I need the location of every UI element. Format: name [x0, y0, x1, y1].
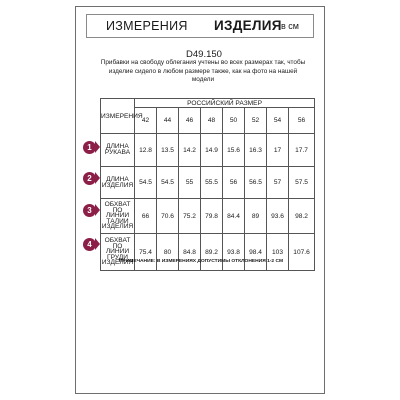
- measurements-table: [100, 98, 315, 271]
- product-code: D49.150: [186, 49, 222, 60]
- table-row: [101, 134, 315, 167]
- table-cell: 55: [179, 167, 201, 199]
- size-chart-sheet: [75, 6, 325, 394]
- table-cell: 55.5: [201, 167, 223, 199]
- table-cell: 103: [267, 234, 289, 271]
- table-cell: 66: [135, 199, 157, 234]
- table-cell: 79.8: [201, 199, 223, 234]
- row-number-badge-1: 1: [83, 141, 96, 154]
- table-cell: 17.7: [289, 134, 315, 167]
- table-cell: 107.6: [289, 234, 315, 271]
- table-cell: 12.8: [135, 134, 157, 167]
- table-cell: 57.5: [289, 167, 315, 199]
- row-number-badge-4: 4: [83, 238, 96, 251]
- size-header: 50: [223, 108, 245, 134]
- table-cell: 84.8: [179, 234, 201, 271]
- table-cell: 98.4: [245, 234, 267, 271]
- table-cell: 14.9: [201, 134, 223, 167]
- size-header: 42: [135, 108, 157, 134]
- table-row: [101, 199, 315, 234]
- table-cell: 17: [267, 134, 289, 167]
- table-cell: 15.6: [223, 134, 245, 167]
- table-cell: 89.2: [201, 234, 223, 271]
- size-header: 46: [179, 108, 201, 134]
- header-title: ИЗМЕРЕНИЯ: [106, 19, 188, 33]
- table-cell: 98.2: [289, 199, 315, 234]
- table-cell: 16.3: [245, 134, 267, 167]
- table-row: [101, 234, 315, 271]
- size-header: 54: [267, 108, 289, 134]
- table-cell: 54.5: [157, 167, 179, 199]
- size-header: 44: [157, 108, 179, 134]
- row-label: ОБХВАТ ПО ЛИНИИ ТАЛИИ ИЗДЕЛИЯ: [101, 199, 135, 234]
- size-header: 56: [289, 108, 315, 134]
- row-number-badge-2: 2: [83, 172, 96, 185]
- table-cell: 75.2: [179, 199, 201, 234]
- table-cell: 75.4: [135, 234, 157, 271]
- size-system-label: РОССИЙСКИЙ РАЗМЕР: [135, 99, 315, 108]
- table-cell: 93.6: [267, 199, 289, 234]
- size-header: 52: [245, 108, 267, 134]
- table-cell: 56: [223, 167, 245, 199]
- table-cell: 14.2: [179, 134, 201, 167]
- row-number-badge-3: 3: [83, 204, 96, 217]
- header-box: [86, 14, 314, 38]
- table-cell: 84.4: [223, 199, 245, 234]
- size-header: 48: [201, 108, 223, 134]
- header-title-bold: ИЗДЕЛИЯ: [214, 18, 282, 33]
- row-label: ДЛИНА РУКАВА: [101, 134, 135, 167]
- table-cell: 56.5: [245, 167, 267, 199]
- table-cell: 70.6: [157, 199, 179, 234]
- table-row: [101, 167, 315, 199]
- table-cell: 89: [245, 199, 267, 234]
- table-cell: 54.5: [135, 167, 157, 199]
- table-cell: 93.8: [223, 234, 245, 271]
- table-corner-label: ИЗМЕРЕНИЯ: [101, 99, 135, 134]
- table-cell: 57: [267, 167, 289, 199]
- footnote: ПРИМЕЧАНИЕ: В ИЗМЕРЕНИЯХ ДОПУСТИМЫ ОТКЛОНЕНИЯ 1-2 СМ: [118, 259, 284, 264]
- row-label: ОБХВАТ ПО ЛИНИИ ГРУДИ ИЗДЕЛИЯ: [101, 234, 135, 271]
- fit-note: Прибавки на свободу облегания учтены во всех размерах так, чтобы изделие сидело в любом размере также, как на фото на нашей модели: [100, 59, 306, 84]
- table-cell: 13.5: [157, 134, 179, 167]
- header-unit: в см: [281, 21, 299, 31]
- table-cell: 80: [157, 234, 179, 271]
- row-label: ДЛИНА ИЗДЕЛИЯ: [101, 167, 135, 199]
